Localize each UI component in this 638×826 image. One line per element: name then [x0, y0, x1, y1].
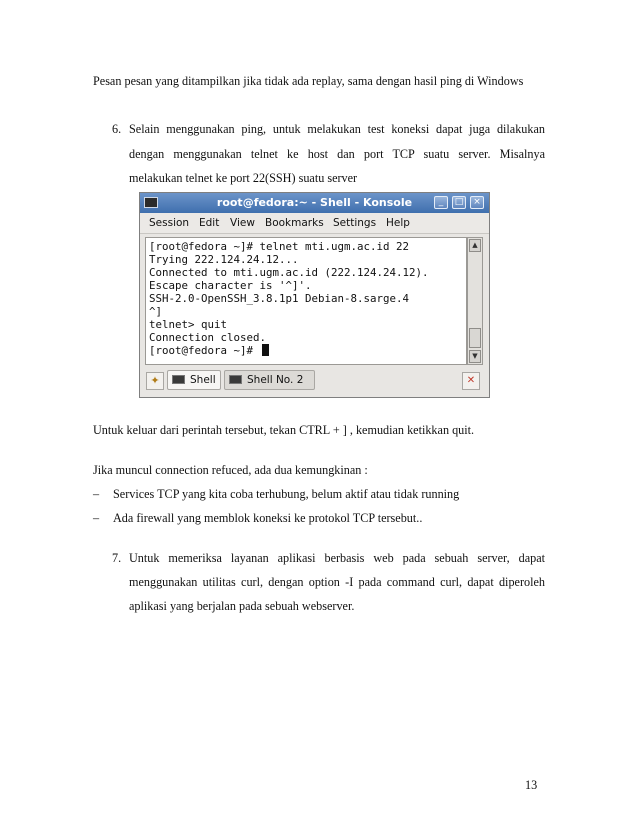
terminal-line: Trying 222.124.24.12...: [149, 253, 299, 266]
item6-line-3: melakukan telnet ke port 22(SSH) suatu server: [129, 171, 358, 185]
bullet-dash: –: [93, 487, 100, 501]
menu-bar: [140, 213, 489, 234]
terminal-tab-icon: [229, 375, 242, 384]
paragraph-exit-instruction: Untuk keluar dari perintah tersebut, tekan CTRL + ] , kemudian ketikkan quit.: [93, 423, 475, 437]
scrollbar[interactable]: [467, 237, 483, 365]
title-bar: [140, 193, 489, 213]
tab-shell-no-2-label: Shell No. 2: [247, 374, 304, 386]
terminal-line: ^]: [149, 305, 163, 318]
page-number: 13: [525, 778, 538, 792]
terminal-line: [root@fedora ~]# telnet mti.ugm.ac.id 22: [149, 240, 410, 253]
maximize-button[interactable]: □: [452, 196, 466, 209]
item6-line-1: Selain menggunakan ping, untuk melakukan test koneksi dapat juga dilakukan: [129, 122, 545, 136]
menu-settings[interactable]: Settings: [333, 217, 377, 229]
item6-line-2: dengan menggunakan telnet ke host dan port TCP suatu server. Misalnya: [129, 147, 545, 161]
list-number-7: 7.: [112, 551, 122, 565]
terminal-line: SSH-2.0-OpenSSH_3.8.1p1 Debian-8.sarge.4: [149, 292, 410, 305]
item7-line-2: menggunakan utilitas curl, dengan option -I pada command curl, dapat diperoleh: [129, 575, 545, 589]
menu-session[interactable]: Session: [149, 217, 190, 229]
terminal-area[interactable]: [145, 237, 467, 365]
tab-bar: [140, 367, 489, 397]
bullet-item-1: Services TCP yang kita coba terhubung, belum aktif atau tidak running: [113, 487, 460, 501]
item7-line-1: Untuk memeriksa layanan aplikasi berbasis web pada sebuah server, dapat: [129, 551, 545, 565]
menu-view[interactable]: View: [230, 217, 255, 229]
terminal-line: Connection closed.: [149, 331, 267, 344]
terminal-line: Connected to mti.ugm.ac.id (222.124.24.12).: [149, 266, 429, 279]
scroll-up-icon[interactable]: ▲: [469, 239, 481, 252]
terminal-icon: [144, 197, 158, 208]
menu-help[interactable]: Help: [386, 217, 410, 229]
terminal-prompt: [root@fedora ~]#: [149, 344, 260, 357]
menu-edit[interactable]: Edit: [199, 217, 220, 229]
window-title: root@fedora:~ - Shell - Konsole: [216, 196, 413, 209]
bullet-dash: –: [93, 511, 100, 525]
scroll-thumb[interactable]: [469, 328, 481, 348]
close-button[interactable]: ×: [470, 196, 484, 209]
terminal-line: telnet> quit: [149, 318, 228, 331]
scroll-down-icon[interactable]: ▼: [469, 350, 481, 363]
item7-line-3: aplikasi yang berjalan pada sebuah webserver.: [129, 599, 355, 613]
tab-shell-label: Shell: [190, 374, 216, 386]
menu-bookmarks[interactable]: Bookmarks: [265, 217, 324, 229]
terminal-prompt-line: [149, 344, 269, 357]
list-number-6: 6.: [112, 122, 122, 136]
paragraph-connection-refused: Jika muncul connection refuced, ada dua kemungkinan :: [93, 463, 368, 477]
konsole-screenshot: [139, 192, 490, 398]
text-cursor: [262, 344, 269, 356]
minimize-button[interactable]: _: [434, 196, 448, 209]
new-session-icon[interactable]: ✦: [146, 372, 164, 390]
tab-shell-no-2[interactable]: [224, 370, 315, 390]
terminal-line: Escape character is '^]'.: [149, 279, 312, 292]
close-tab-icon[interactable]: ✕: [462, 372, 480, 390]
tab-shell[interactable]: [167, 370, 221, 390]
terminal-tab-icon: [172, 375, 185, 384]
paragraph-ping-messages: Pesan pesan yang ditampilkan jika tidak ada replay, sama dengan hasil ping di Windows: [93, 74, 524, 88]
bullet-item-2: Ada firewall yang memblok koneksi ke protokol TCP tersebut..: [113, 511, 423, 525]
